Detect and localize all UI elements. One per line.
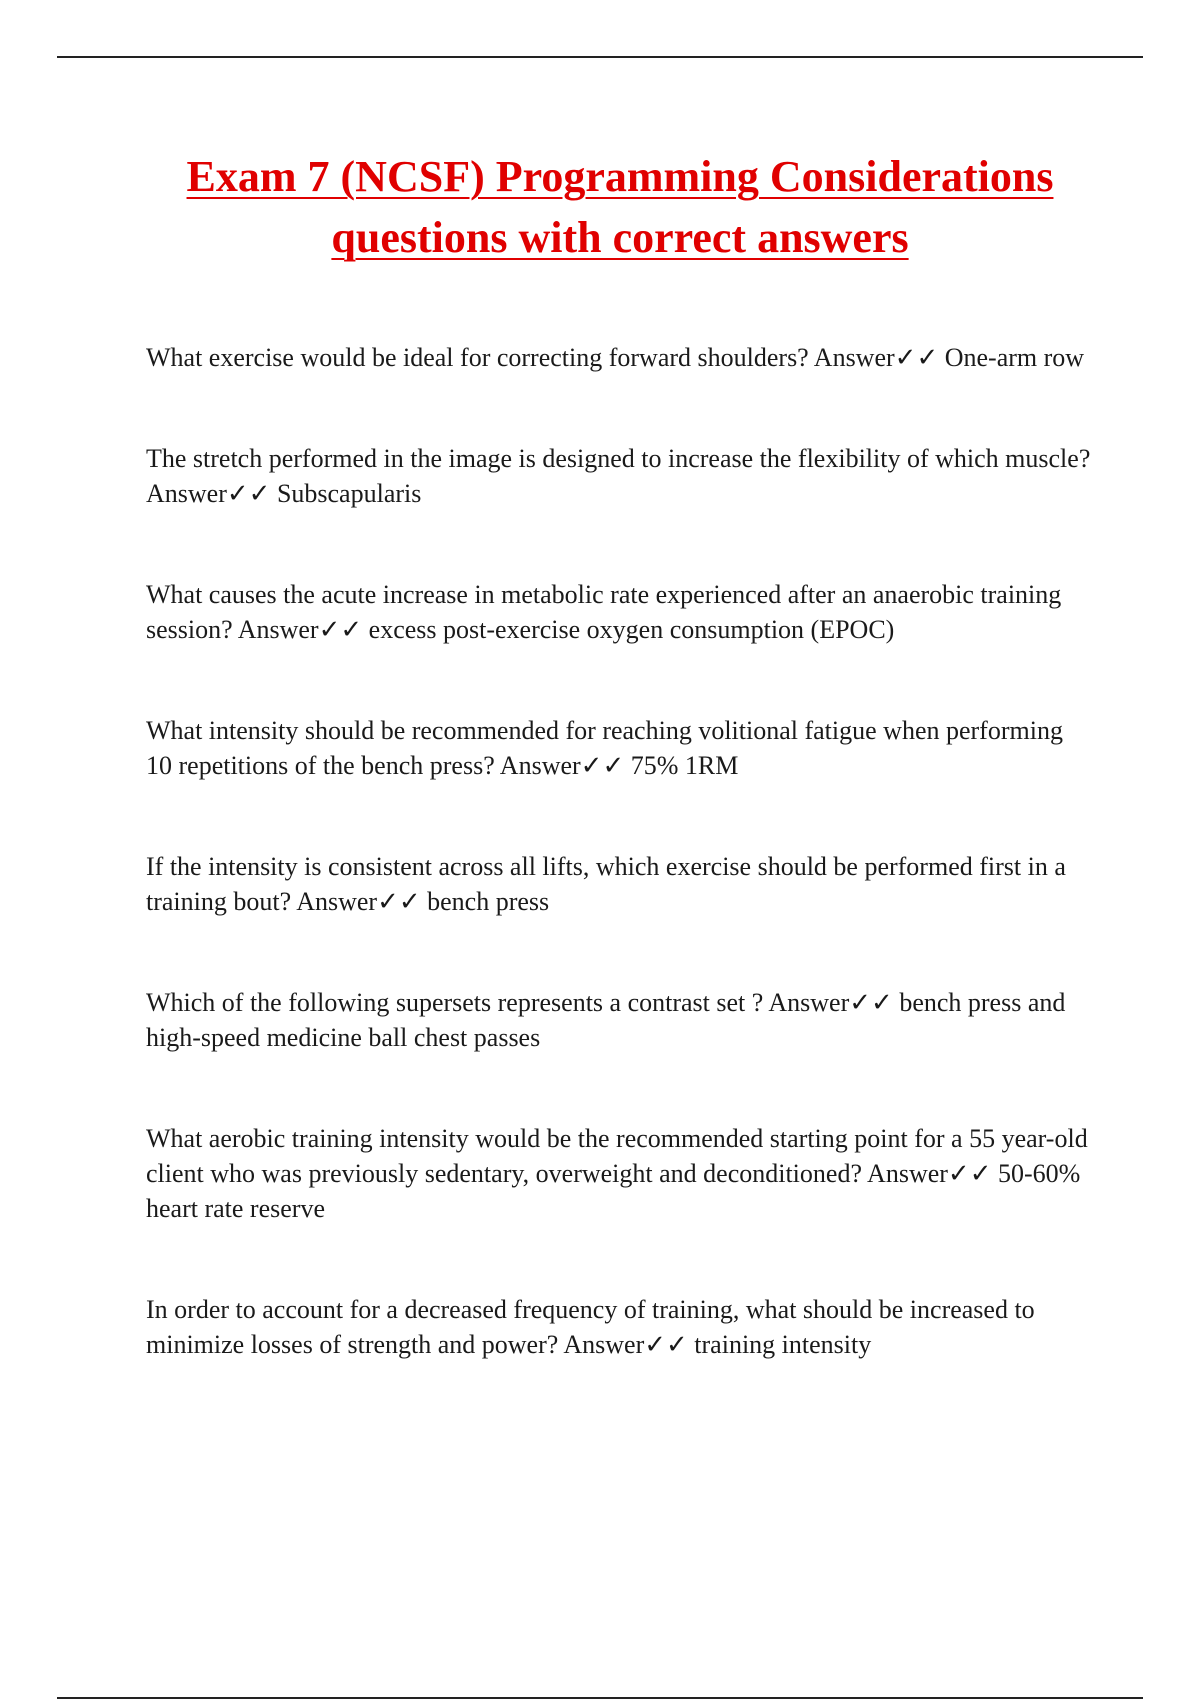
qa-item: The stretch performed in the image is designed to increase the flexibility of which muscle? Answer✓✓ Subscapularis <box>146 444 1091 508</box>
qa-item: Which of the following supersets represents a contrast set ? Answer✓✓ bench press and high-speed medicine ball chest passes <box>146 988 1066 1052</box>
qa-item: If the intensity is consistent across all lifts, which exercise should be performed first in a training bout? Answer✓✓ bench press <box>146 852 1066 916</box>
qa-item: What intensity should be recommended for reaching volitional fatigue when performing 10 repetitions of the bench press? Answer✓✓ 75% 1RM <box>146 716 1063 780</box>
qa-item: In order to account for a decreased frequency of training, what should be increased to minimize losses of strength and power? Answer✓✓ training intensity <box>146 1295 1035 1359</box>
document-title: Exam 7 (NCSF) Programming Considerations questions with correct answers <box>186 152 1054 262</box>
qa-item: What exercise would be ideal for correcting forward shoulders? Answer✓✓ One-arm row <box>146 343 1085 372</box>
qa-item: What aerobic training intensity would be the recommended starting point for a 55 year-old client who was previously sedentary, overweight and deconditioned? Answer✓✓ 50-60% heart rate reserve <box>146 1124 1088 1223</box>
question-answer-list <box>146 340 1091 1428</box>
qa-item: What causes the acute increase in metabolic rate experienced after an anaerobic training session? Answer✓✓ excess post-exercise oxygen consumption (EPOC) <box>146 580 1062 644</box>
bottom-divider <box>57 1697 1143 1699</box>
top-divider <box>57 56 1143 58</box>
